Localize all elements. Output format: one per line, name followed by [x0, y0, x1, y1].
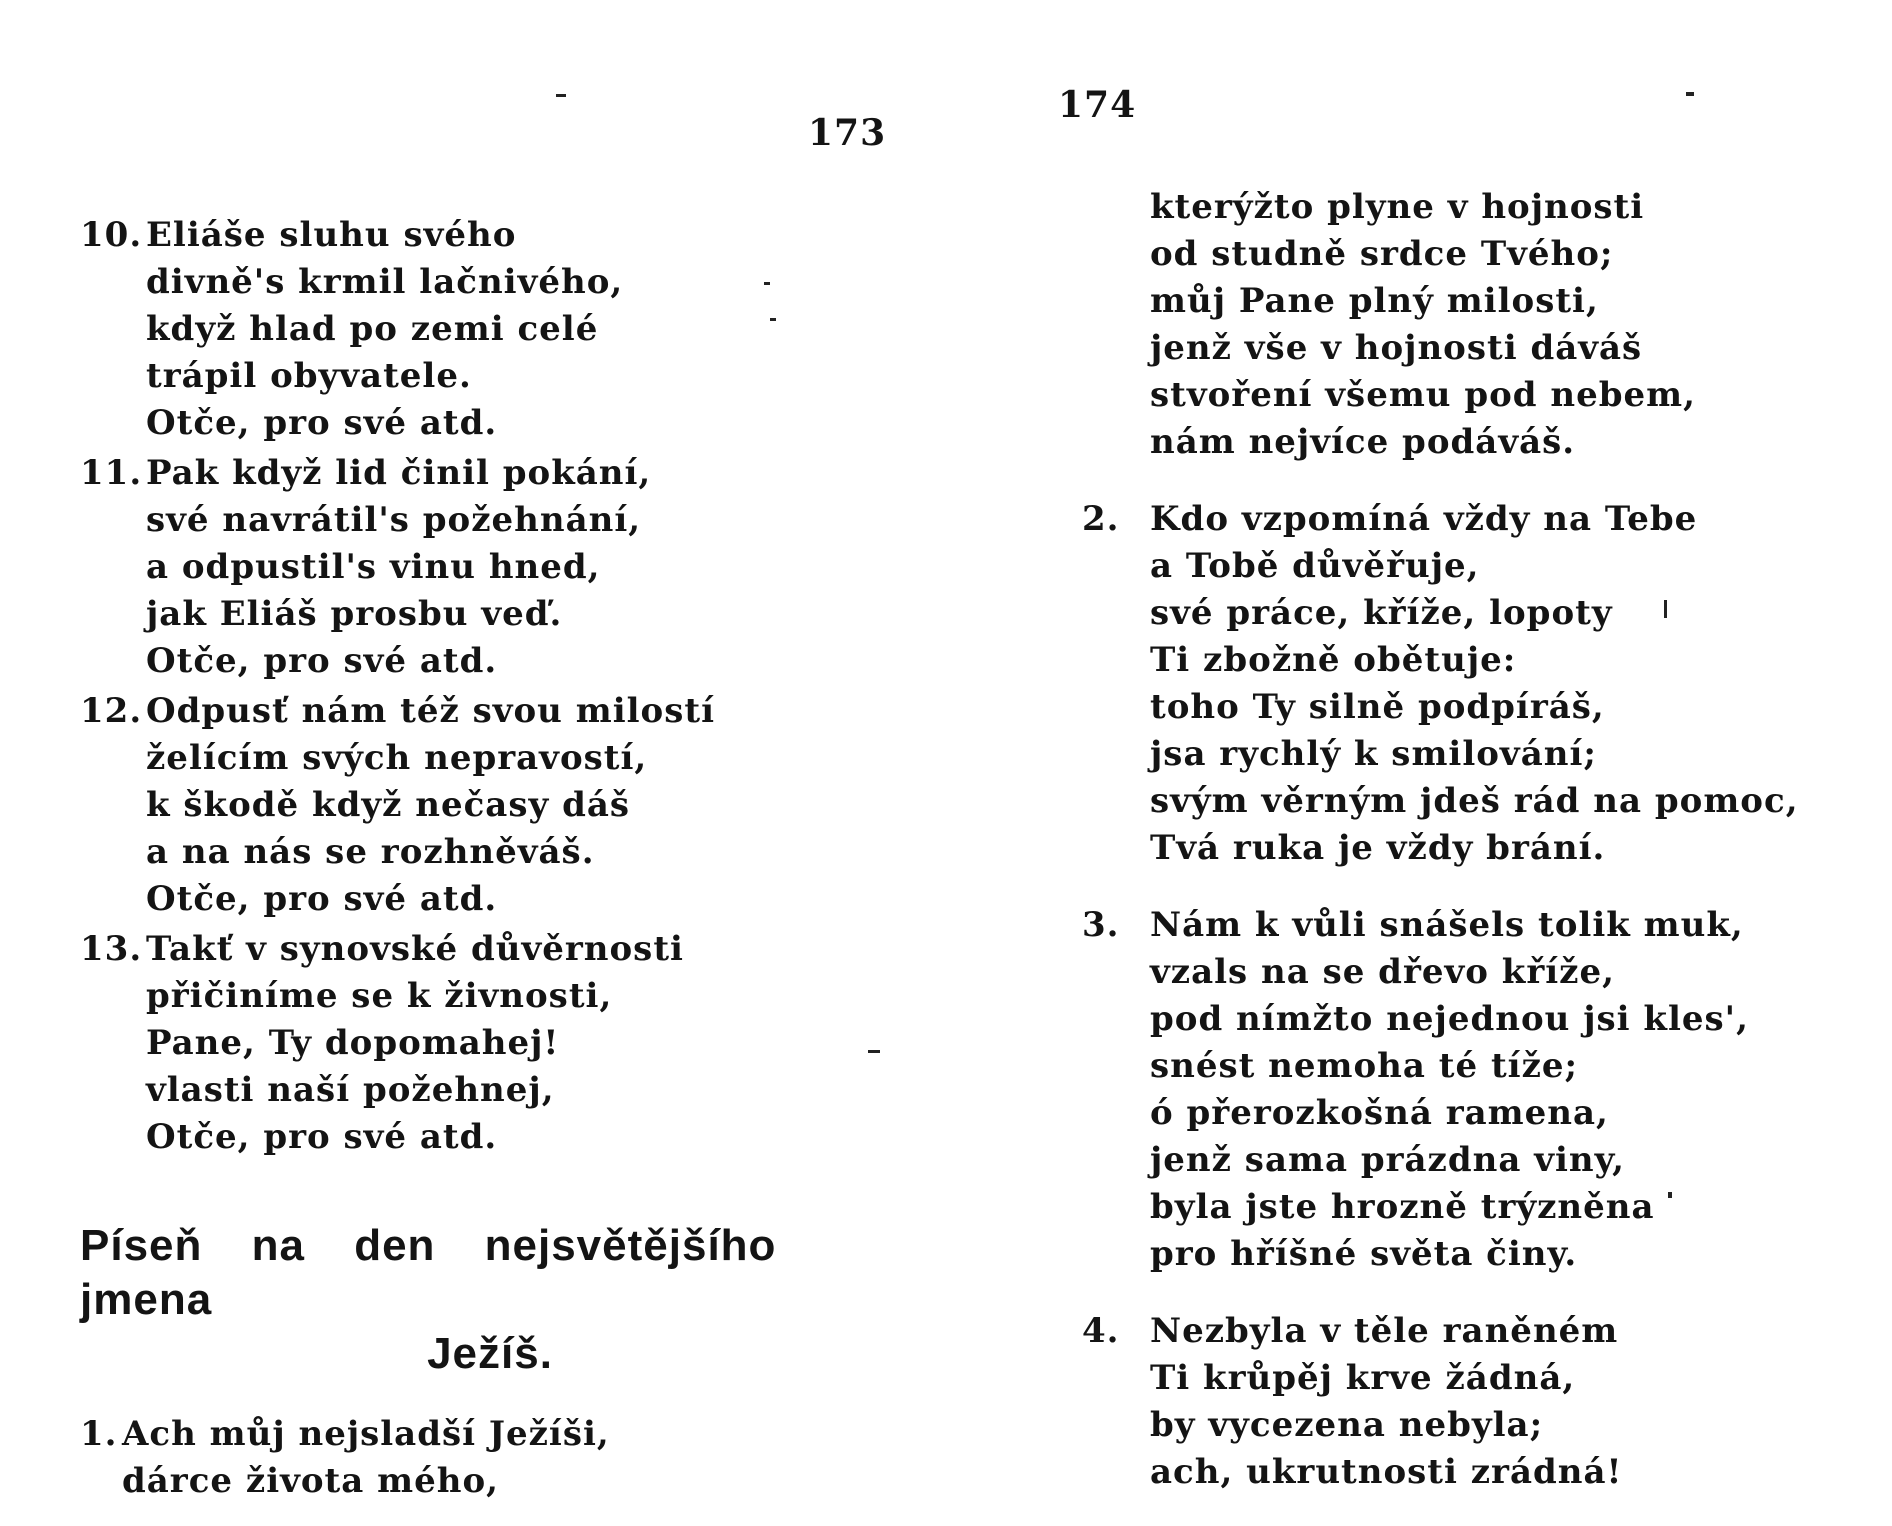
verse-11: [80, 450, 900, 685]
verse-line: od studně srdce Tvého;: [1150, 234, 1614, 274]
verse-line: Otče, pro své atd.: [146, 403, 498, 443]
verse-lines: [146, 212, 623, 447]
verse-line: Nám k vůli snášels tolik muk,: [1150, 905, 1744, 945]
scan-speck: [764, 282, 770, 285]
verse-lines: [1148, 902, 1749, 1278]
verse-line: jak Eliáš prosbu veď.: [146, 594, 563, 634]
verse-line: pod nímžto nejednou jsi kles',: [1150, 999, 1749, 1039]
verse-line: snést nemoha té tíže;: [1150, 1046, 1579, 1086]
verse-line: a Tobě důvěřuje,: [1150, 546, 1480, 586]
song-title-line-2: Ježíš.: [427, 1329, 553, 1378]
verse-line: Ti krůpěj krve žádná,: [1150, 1358, 1576, 1398]
verse-line: pro hříšné světa činy.: [1150, 1234, 1578, 1274]
verse-line: Pane, Ty dopomahej!: [146, 1023, 560, 1063]
verse-line: dárce života mého,: [122, 1461, 499, 1501]
verse-line: vzals na se dřevo kříže,: [1150, 952, 1615, 992]
verse-line: Tvá ruka je vždy brání.: [1150, 828, 1606, 868]
verse-line: své navrátil's požehnání,: [146, 500, 642, 540]
verse-line: toho Ty silně podpíráš,: [1150, 687, 1605, 727]
verse-line: Nezbyla v těle raněném: [1150, 1311, 1619, 1351]
verse-lines: [1148, 1308, 1622, 1496]
verse-number: 4.: [1082, 1311, 1120, 1351]
song-title-line-1: Píseň na den nejsvětějšího jmena: [80, 1221, 777, 1324]
verse-4: [1082, 1308, 1862, 1496]
verse-line: vlasti naší požehnej,: [146, 1070, 555, 1110]
verse-line: Otče, pro své atd.: [146, 1117, 498, 1157]
scan-speck: [556, 94, 566, 97]
verse-line: divně's krmil lačnivého,: [146, 262, 624, 302]
verse-line: Kdo vzpomíná vždy na Tebe: [1150, 499, 1698, 539]
verse-number: 2.: [1082, 499, 1120, 539]
verse-lines: [122, 1411, 610, 1505]
verse-line: svým věrným jdeš rád na pomoc,: [1150, 781, 1799, 821]
verse-3: [1082, 902, 1862, 1278]
song-title: [80, 1219, 900, 1381]
verse-line: ó přerozkošná ramena,: [1150, 1093, 1609, 1133]
verse-number: 1.: [80, 1414, 118, 1454]
verse-line: Pak když lid činil pokání,: [146, 453, 652, 493]
verse-line: kterýžto plyne v hojnosti: [1150, 187, 1645, 227]
verse-number: 11.: [80, 453, 143, 493]
verse-lines: [1148, 496, 1799, 872]
verse-line: přičiníme se k živnosti,: [146, 976, 613, 1016]
verse-lines: [146, 450, 651, 685]
verse-line: můj Pane plný milosti,: [1150, 281, 1599, 321]
verse-number: 13.: [80, 929, 143, 969]
verse-line: jenž sama prázdna viny,: [1150, 1140, 1625, 1180]
verse-line: své práce, kříže, lopoty: [1150, 593, 1613, 633]
page-number-left: 173: [808, 112, 887, 154]
verse-line: byla jste hrozně trýzněna: [1150, 1187, 1655, 1227]
verse-line: a na nás se rozhněváš.: [146, 832, 595, 872]
left-page: [80, 212, 900, 1508]
verse-lines: [146, 688, 715, 923]
scan-speck: [1686, 92, 1694, 96]
verse-12: [80, 688, 900, 923]
verse-line: stvoření všemu pod nebem,: [1150, 375, 1696, 415]
verse-13: [80, 926, 900, 1161]
verse-line: želícím svých nepravostí,: [146, 738, 648, 778]
verse-10: [80, 212, 900, 447]
verse-line: Eliáše sluhu svého: [146, 215, 517, 255]
scan-speck: [1668, 1192, 1672, 1198]
verse-line: Otče, pro své atd.: [146, 641, 498, 681]
verse-line: nám nejvíce podáváš.: [1150, 422, 1576, 462]
verse-line: když hlad po zemi celé: [146, 309, 599, 349]
verse-line: Ach můj nejsladší Ježíši,: [122, 1414, 610, 1454]
scan-speck: [770, 318, 776, 321]
verse-2: [1082, 496, 1862, 872]
page-number-right: 174: [1058, 84, 1137, 126]
verse-line: jsa rychlý k smilování;: [1150, 734, 1597, 774]
verse-line: a odpustil's vinu hned,: [146, 547, 601, 587]
verse-number: 12.: [80, 691, 143, 731]
verse-lines: [1082, 184, 1696, 466]
verse-number: 3.: [1082, 905, 1120, 945]
scan-speck: [1664, 600, 1667, 618]
verse-line: by vycezena nebyla;: [1150, 1405, 1544, 1445]
verse-number: 10.: [80, 215, 143, 255]
right-page: [1082, 184, 1862, 1526]
verse-line: Takť v synovské důvěrnosti: [146, 929, 684, 969]
verse-continuation: [1082, 184, 1862, 466]
verse-line: ach, ukrutnosti zrádná!: [1150, 1452, 1623, 1492]
verse-line: k škodě když nečasy dáš: [146, 785, 631, 825]
verse-line: Ti zbožně obětuje:: [1150, 640, 1517, 680]
verse-lines: [146, 926, 684, 1161]
verse-line: Odpusť nám též svou milostí: [146, 691, 715, 731]
verse-line: Otče, pro své atd.: [146, 879, 498, 919]
verse-line: jenž vše v hojnosti dáváš: [1150, 328, 1643, 368]
scan-speck: [868, 1050, 880, 1053]
verse-line: trápil obyvatele.: [146, 356, 472, 396]
verse-1: [80, 1411, 900, 1505]
